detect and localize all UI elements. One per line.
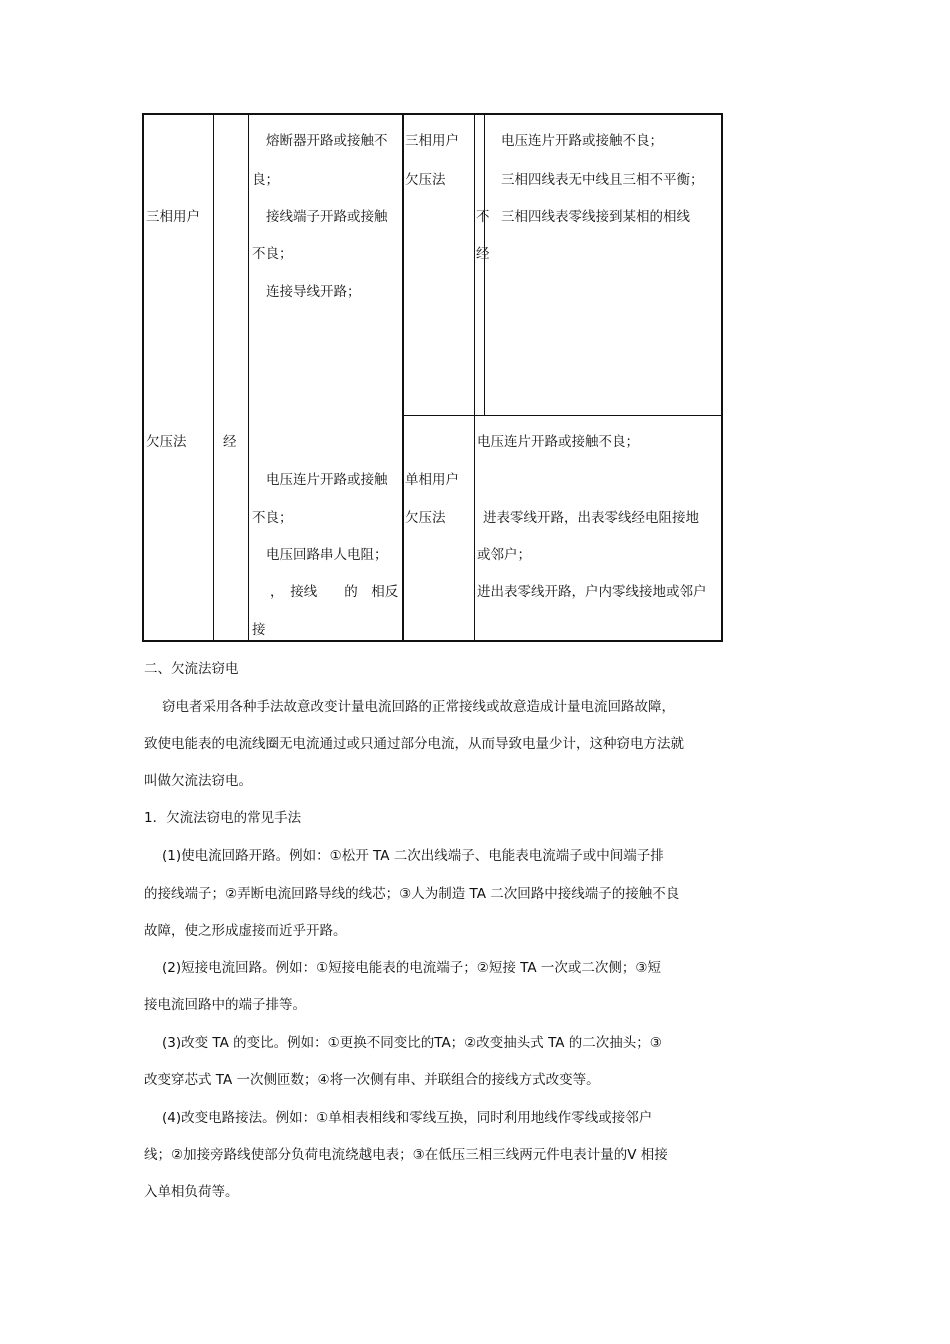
section-title: 二、欠流法窃电: [144, 661, 239, 677]
paragraph-line: 接电流回路中的端子排等。: [144, 997, 306, 1013]
paragraph-line: 窃电者采用各种手法故意改变计量电流回路的正常接线或故意造成计量电流回路故障，: [162, 699, 675, 715]
cell-narrow-char: 经: [476, 246, 490, 262]
table-divider-row: [403, 415, 722, 416]
cell-cause-line: 良；: [252, 172, 279, 188]
cell-detail-line: 进表零线开路，出表零线经电阻接地: [483, 510, 699, 526]
table-border-top: [142, 113, 723, 115]
paragraph-line: (3)改变 TA 的变比。例如：①更换不同变比的TA；②改变抽头式 TA 的二次抽头；③: [162, 1035, 662, 1051]
cell-jing: 经: [223, 434, 237, 450]
cell-detail-line: 进出表零线开路，户内零线接地或邻户: [477, 584, 707, 600]
cell-detail-line: 电压连片开路或接触不良；: [501, 133, 663, 149]
cell-cause-line: 不良；: [252, 510, 293, 526]
cell-cause-line: 接: [252, 622, 266, 638]
paragraph-line: (4)改变电路接法。例如：①单相表相线和零线互换，同时利用地线作零线或接邻户: [162, 1110, 653, 1126]
cell-three-phase-label: 欠压法: [405, 172, 446, 188]
paragraph-line: 故障，使之形成虚接而近乎开路。: [144, 923, 347, 939]
cell-detail-line: 或邻户；: [477, 547, 531, 563]
cell-cause-line: 熔断器开路或接触不: [266, 133, 388, 149]
paragraph-line: (2)短接电流回路。例如：①短接电能表的电流端子；②短接 TA 一次或二次侧；③短: [162, 960, 661, 976]
table-divider-col2: [248, 113, 249, 642]
subsection-title: 1．欠流法窃电的常见手法: [144, 810, 302, 826]
paragraph-line: 叫做欠流法窃电。: [144, 773, 252, 789]
paragraph-line: 改变穿芯式 TA 一次侧匝数；④将一次侧有串、并联组合的接线方式改变等。: [144, 1072, 600, 1088]
cell-three-phase-label: 三相用户: [405, 133, 459, 149]
cell-user-type: 三相用户: [146, 209, 200, 225]
cell-detail-line: 三相四线表无中线且三相不平衡；: [501, 172, 704, 188]
cell-detail-line: 电压连片开路或接触不良；: [477, 434, 639, 450]
paragraph-line: (1)使电流回路开路。例如：①松开 TA 二次出线端子、电能表电流端子或中间端子排: [162, 848, 664, 864]
cell-cause-line: ， 接线 的 相反: [270, 584, 399, 600]
cell-cause-line: 电压连片开路或接触: [266, 472, 388, 488]
table-border-bottom: [142, 640, 723, 642]
cell-single-phase-label: 欠压法: [405, 510, 446, 526]
paragraph-line: 的接线端子；②弄断电流回路导线的线芯；③人为制造 TA 二次回路中接线端子的接触不良: [144, 886, 680, 902]
cell-detail-line: 三相四线表零线接到某相的相线: [501, 209, 690, 225]
table-divider-col4: [474, 113, 475, 642]
table-divider-col5: [484, 113, 485, 416]
cell-single-phase-label: 单相用户: [405, 472, 459, 488]
table-border-right: [721, 113, 723, 642]
cell-cause-line: 电压回路串人电阻；: [266, 547, 388, 563]
table-border-left: [142, 113, 144, 642]
paragraph-line: 入单相负荷等。: [144, 1184, 239, 1200]
table-divider-col3: [402, 113, 404, 642]
table-divider-col1: [213, 113, 214, 642]
cell-cause-line: 连接导线开路；: [266, 284, 361, 300]
cell-cause-line: 接线端子开路或接触: [266, 209, 388, 225]
cell-cause-line: 不良；: [252, 246, 293, 262]
cell-narrow-char: 不: [476, 209, 490, 225]
paragraph-line: 致使电能表的电流线圈无电流通过或只通过部分电流，从而导致电量少计，这种窃电方法就: [144, 736, 684, 752]
cell-method: 欠压法: [146, 434, 187, 450]
paragraph-line: 线；②加接旁路线使部分负荷电流绕越电表；③在低压三相三线两元件电表计量的V 相接: [144, 1147, 668, 1163]
